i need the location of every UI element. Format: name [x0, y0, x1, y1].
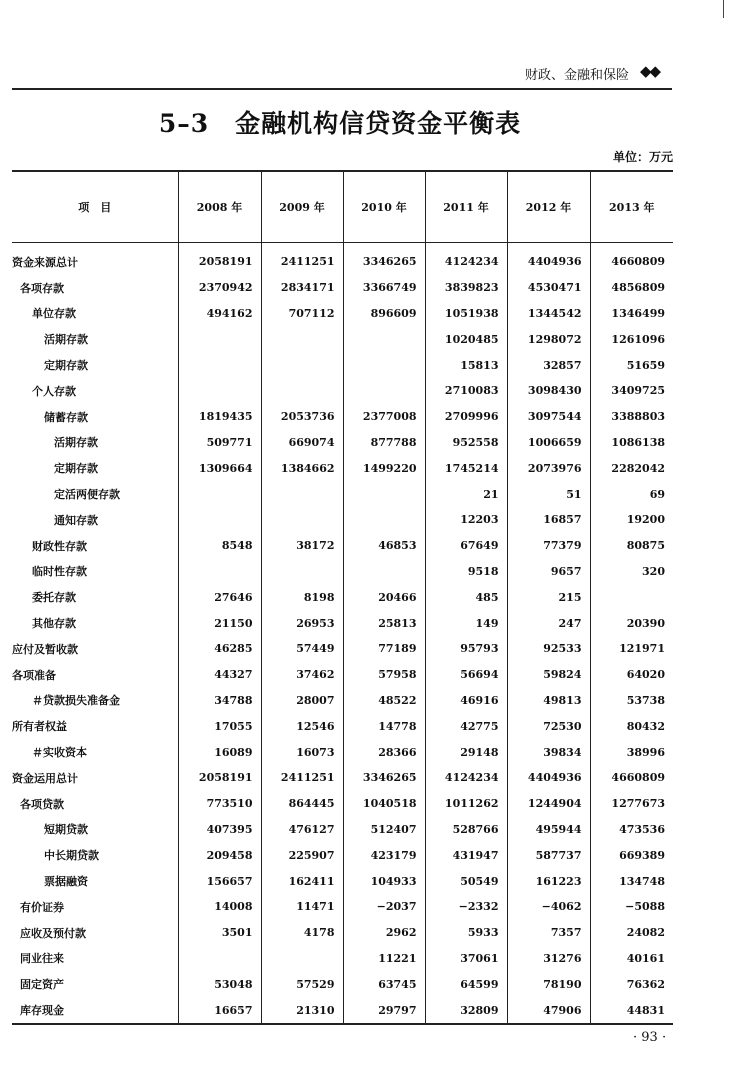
- table-row: [12, 946, 673, 972]
- column-header-year: 2009 年: [261, 171, 343, 243]
- row-label: 单位存款: [32, 307, 76, 321]
- row-label: 定期存款: [44, 359, 88, 373]
- table-cell: 20390: [590, 610, 673, 636]
- table-cell: 952558: [425, 430, 507, 456]
- table-cell: 16657: [178, 997, 261, 1024]
- table-cell: 8548: [178, 533, 261, 559]
- table-cell: 16089: [178, 739, 261, 765]
- table-cell: 4404936: [507, 243, 590, 275]
- table-cell: 4404936: [507, 765, 590, 791]
- table-cell: [261, 352, 343, 378]
- row-label: ＃实收资本: [32, 746, 87, 760]
- table-cell: 2370942: [178, 275, 261, 301]
- column-header-year: 2011 年: [425, 171, 507, 243]
- table-header: [12, 171, 673, 243]
- table-cell: 64599: [425, 971, 507, 997]
- table-row: [12, 662, 673, 688]
- table-row: [12, 842, 673, 868]
- table-cell: 77379: [507, 533, 590, 559]
- table-cell: 2710083: [425, 378, 507, 404]
- table-row: [12, 765, 673, 791]
- table-cell: 5933: [425, 920, 507, 946]
- table-cell: 39834: [507, 739, 590, 765]
- row-label: 通知存款: [54, 513, 98, 527]
- table-cell: 11471: [261, 894, 343, 920]
- table-cell: 1277673: [590, 791, 673, 817]
- table-cell: 2282042: [590, 455, 673, 481]
- table-row: [12, 713, 673, 739]
- table-row: [12, 584, 673, 610]
- table-cell: −2332: [425, 894, 507, 920]
- table-cell: [178, 378, 261, 404]
- table-row: [12, 455, 673, 481]
- table-cell: 3097544: [507, 404, 590, 430]
- table-cell: 1745214: [425, 455, 507, 481]
- table-cell: 12203: [425, 507, 507, 533]
- row-label: 财政性存款: [32, 539, 87, 553]
- table-cell: 4178: [261, 920, 343, 946]
- table-row: [12, 533, 673, 559]
- table-cell: 14778: [343, 713, 425, 739]
- table-cell: 53738: [590, 688, 673, 714]
- table-cell: 92533: [507, 636, 590, 662]
- row-label: 库存现金: [12, 997, 178, 1024]
- table-cell: 476127: [261, 817, 343, 843]
- table-cell: 69: [590, 481, 673, 507]
- table-cell: 1040518: [343, 791, 425, 817]
- table-row: [12, 739, 673, 765]
- table-cell: 32857: [507, 352, 590, 378]
- table-cell: 17055: [178, 713, 261, 739]
- table-cell: 4660809: [590, 765, 673, 791]
- row-label: 其他存款: [32, 617, 76, 631]
- row-label: ＃贷款损失准备金: [32, 694, 120, 708]
- column-header-item: 项 目: [12, 171, 178, 243]
- table-cell: 2411251: [261, 243, 343, 275]
- column-header-year: 2013 年: [590, 171, 673, 243]
- page-edge-mark: [723, 0, 724, 18]
- table-cell: 1011262: [425, 791, 507, 817]
- table-cell: 1020485: [425, 326, 507, 352]
- table-cell: [343, 507, 425, 533]
- page-title: 5–3 金融机构信贷资金平衡表: [158, 109, 522, 138]
- table-cell: 2053736: [261, 404, 343, 430]
- row-label: 各项存款: [20, 281, 64, 295]
- row-label: 储蓄存款: [44, 410, 88, 424]
- table-cell: 1244904: [507, 791, 590, 817]
- table-cell: 473536: [590, 817, 673, 843]
- table-cell: 11221: [343, 946, 425, 972]
- table-cell: 51659: [590, 352, 673, 378]
- row-label: 应收及预付款: [20, 926, 86, 940]
- table-cell: 247: [507, 610, 590, 636]
- table-cell: 44831: [590, 997, 673, 1024]
- table-cell: 4124234: [425, 243, 507, 275]
- row-label: 活期存款: [54, 436, 98, 450]
- table-cell: 80432: [590, 713, 673, 739]
- table-cell: 669074: [261, 430, 343, 456]
- table-cell: 37061: [425, 946, 507, 972]
- table-cell: 57958: [343, 662, 425, 688]
- table-cell: 3501: [178, 920, 261, 946]
- table-cell: [178, 352, 261, 378]
- table-cell: 29797: [343, 997, 425, 1024]
- table-cell: 31276: [507, 946, 590, 972]
- table-cell: 7357: [507, 920, 590, 946]
- table-row: [12, 430, 673, 456]
- table-cell: 1309664: [178, 455, 261, 481]
- table-cell: 53048: [178, 971, 261, 997]
- table-row: [12, 481, 673, 507]
- row-label: 应付及暂收款: [12, 642, 78, 656]
- table-cell: 63745: [343, 971, 425, 997]
- table-row: [12, 610, 673, 636]
- row-label: 中长期贷款: [44, 849, 99, 863]
- table-cell: 1298072: [507, 326, 590, 352]
- table-cell: 37462: [261, 662, 343, 688]
- row-label: 临时性存款: [32, 565, 87, 579]
- table-cell: 49813: [507, 688, 590, 714]
- table-row: [12, 326, 673, 352]
- column-header-year: 2010 年: [343, 171, 425, 243]
- table-cell: 485: [425, 584, 507, 610]
- table-cell: [178, 507, 261, 533]
- table-cell: 225907: [261, 842, 343, 868]
- table-cell: 1261096: [590, 326, 673, 352]
- table-cell: 587737: [507, 842, 590, 868]
- row-label: 活期存款: [44, 333, 88, 347]
- table-cell: 76362: [590, 971, 673, 997]
- table-cell: [178, 946, 261, 972]
- table-cell: −5088: [590, 894, 673, 920]
- table-row: [12, 817, 673, 843]
- table-cell: 38996: [590, 739, 673, 765]
- row-label: 定期存款: [54, 462, 98, 476]
- row-label: 资金来源总计: [12, 255, 78, 269]
- table-cell: [261, 481, 343, 507]
- table-cell: 59824: [507, 662, 590, 688]
- table-cell: 2073976: [507, 455, 590, 481]
- table-cell: 12546: [261, 713, 343, 739]
- table-cell: 64020: [590, 662, 673, 688]
- table-cell: 431947: [425, 842, 507, 868]
- table-cell: 28366: [343, 739, 425, 765]
- table-cell: 2377008: [343, 404, 425, 430]
- table-cell: 51: [507, 481, 590, 507]
- table-cell: 162411: [261, 868, 343, 894]
- table-cell: 25813: [343, 610, 425, 636]
- table-cell: 1006659: [507, 430, 590, 456]
- row-label: 有价证券: [20, 900, 64, 914]
- table-row: [12, 894, 673, 920]
- table-cell: 19200: [590, 507, 673, 533]
- table-cell: 669389: [590, 842, 673, 868]
- table-cell: [178, 481, 261, 507]
- row-label: 票据融资: [44, 875, 88, 889]
- row-label: 同业往来: [20, 952, 64, 966]
- table-cell: 3409725: [590, 378, 673, 404]
- table-cell: 1819435: [178, 404, 261, 430]
- table-cell: 3346265: [343, 243, 425, 275]
- row-label: 个人存款: [32, 384, 76, 398]
- table-cell: 20466: [343, 584, 425, 610]
- table-cell: 95793: [425, 636, 507, 662]
- table-cell: 4124234: [425, 765, 507, 791]
- table-cell: [590, 584, 673, 610]
- table-cell: 16857: [507, 507, 590, 533]
- table-cell: −2037: [343, 894, 425, 920]
- table-cell: 15813: [425, 352, 507, 378]
- table-cell: −4062: [507, 894, 590, 920]
- table-cell: 209458: [178, 842, 261, 868]
- table-cell: [261, 326, 343, 352]
- unit-label: 单位：万元: [612, 150, 673, 164]
- table-cell: 104933: [343, 868, 425, 894]
- column-header-year: 2012 年: [507, 171, 590, 243]
- table-cell: 896609: [343, 301, 425, 327]
- table-row: [12, 243, 673, 275]
- table-cell: [343, 378, 425, 404]
- table-cell: 2058191: [178, 243, 261, 275]
- row-label: 各项准备: [12, 668, 56, 682]
- table-cell: 77189: [343, 636, 425, 662]
- table-cell: [178, 326, 261, 352]
- table-cell: 27646: [178, 584, 261, 610]
- table-row: [12, 688, 673, 714]
- row-label: 短期贷款: [44, 823, 88, 837]
- table-cell: 1344542: [507, 301, 590, 327]
- row-label: 所有者权益: [12, 720, 67, 734]
- table-cell: 9518: [425, 559, 507, 585]
- table-cell: [178, 559, 261, 585]
- table-cell: 38172: [261, 533, 343, 559]
- table-cell: 320: [590, 559, 673, 585]
- column-header-year: 2008 年: [178, 171, 261, 243]
- table-cell: 494162: [178, 301, 261, 327]
- table-cell: 134748: [590, 868, 673, 894]
- table-cell: 72530: [507, 713, 590, 739]
- table-body: [12, 243, 673, 1024]
- table-cell: 67649: [425, 533, 507, 559]
- row-label: 固定资产: [20, 978, 64, 992]
- table-cell: 9657: [507, 559, 590, 585]
- row-label: 定活两便存款: [54, 488, 120, 502]
- table-row: [12, 378, 673, 404]
- table-cell: 57449: [261, 636, 343, 662]
- section-header: 财政、金融和保险: [525, 68, 630, 83]
- table-cell: 1384662: [261, 455, 343, 481]
- table-cell: 773510: [178, 791, 261, 817]
- table-row: [12, 507, 673, 533]
- table-cell: 48522: [343, 688, 425, 714]
- table-cell: 864445: [261, 791, 343, 817]
- table-cell: [261, 946, 343, 972]
- row-label: 各项贷款: [20, 797, 64, 811]
- table-cell: 509771: [178, 430, 261, 456]
- table-row: [12, 997, 673, 1024]
- table-cell: [261, 559, 343, 585]
- table-cell: 407395: [178, 817, 261, 843]
- table-cell: [343, 326, 425, 352]
- table-cell: 21310: [261, 997, 343, 1024]
- table-cell: 2411251: [261, 765, 343, 791]
- table-row: [12, 971, 673, 997]
- table-cell: 78190: [507, 971, 590, 997]
- table-cell: 8198: [261, 584, 343, 610]
- table-row: [12, 275, 673, 301]
- table-cell: 877788: [343, 430, 425, 456]
- table-cell: 1051938: [425, 301, 507, 327]
- table-cell: 2709996: [425, 404, 507, 430]
- table-cell: 57529: [261, 971, 343, 997]
- table-cell: 2058191: [178, 765, 261, 791]
- table-cell: 46285: [178, 636, 261, 662]
- table-cell: [261, 378, 343, 404]
- table-cell: 34788: [178, 688, 261, 714]
- table-row: [12, 636, 673, 662]
- table-row: [12, 352, 673, 378]
- table-row: [12, 404, 673, 430]
- table-cell: 24082: [590, 920, 673, 946]
- table-cell: 42775: [425, 713, 507, 739]
- table-cell: 21150: [178, 610, 261, 636]
- table-cell: 80875: [590, 533, 673, 559]
- table-cell: 215: [507, 584, 590, 610]
- row-label: 资金运用总计: [12, 771, 78, 785]
- table-cell: 512407: [343, 817, 425, 843]
- table-cell: 44327: [178, 662, 261, 688]
- table-cell: 32809: [425, 997, 507, 1024]
- table-cell: 21: [425, 481, 507, 507]
- table-cell: 2834171: [261, 275, 343, 301]
- table-cell: 149: [425, 610, 507, 636]
- table-cell: 707112: [261, 301, 343, 327]
- table-row: [12, 559, 673, 585]
- table-cell: [343, 481, 425, 507]
- balance-table: [12, 170, 673, 1025]
- table-row: [12, 791, 673, 817]
- table-cell: 3098430: [507, 378, 590, 404]
- table-cell: 4856809: [590, 275, 673, 301]
- table-cell: 46916: [425, 688, 507, 714]
- table-cell: [343, 352, 425, 378]
- table-cell: 423179: [343, 842, 425, 868]
- table-cell: 50549: [425, 868, 507, 894]
- table-cell: 40161: [590, 946, 673, 972]
- page-number: · 93 ·: [633, 1030, 667, 1045]
- table-cell: 2962: [343, 920, 425, 946]
- table-cell: 3346265: [343, 765, 425, 791]
- table-row: [12, 868, 673, 894]
- row-label: 委托存款: [32, 591, 76, 605]
- table-cell: 3366749: [343, 275, 425, 301]
- table-cell: 495944: [507, 817, 590, 843]
- table-cell: 46853: [343, 533, 425, 559]
- table-cell: 16073: [261, 739, 343, 765]
- table-row: [12, 920, 673, 946]
- table-cell: 121971: [590, 636, 673, 662]
- table-cell: 26953: [261, 610, 343, 636]
- table-cell: 4660809: [590, 243, 673, 275]
- table-cell: 1499220: [343, 455, 425, 481]
- header-rule: [12, 88, 672, 90]
- diamond-icon: ◆◆: [640, 62, 660, 80]
- table-cell: 14008: [178, 894, 261, 920]
- table-cell: 161223: [507, 868, 590, 894]
- table-cell: 1086138: [590, 430, 673, 456]
- table-cell: 47906: [507, 997, 590, 1024]
- table-cell: 29148: [425, 739, 507, 765]
- table-cell: 1346499: [590, 301, 673, 327]
- table-cell: 3388803: [590, 404, 673, 430]
- table-cell: 28007: [261, 688, 343, 714]
- table-cell: 4530471: [507, 275, 590, 301]
- table-cell: 56694: [425, 662, 507, 688]
- table-cell: [261, 507, 343, 533]
- table-cell: 156657: [178, 868, 261, 894]
- table-cell: 528766: [425, 817, 507, 843]
- table-cell: [343, 559, 425, 585]
- table-row: [12, 301, 673, 327]
- table-cell: 3839823: [425, 275, 507, 301]
